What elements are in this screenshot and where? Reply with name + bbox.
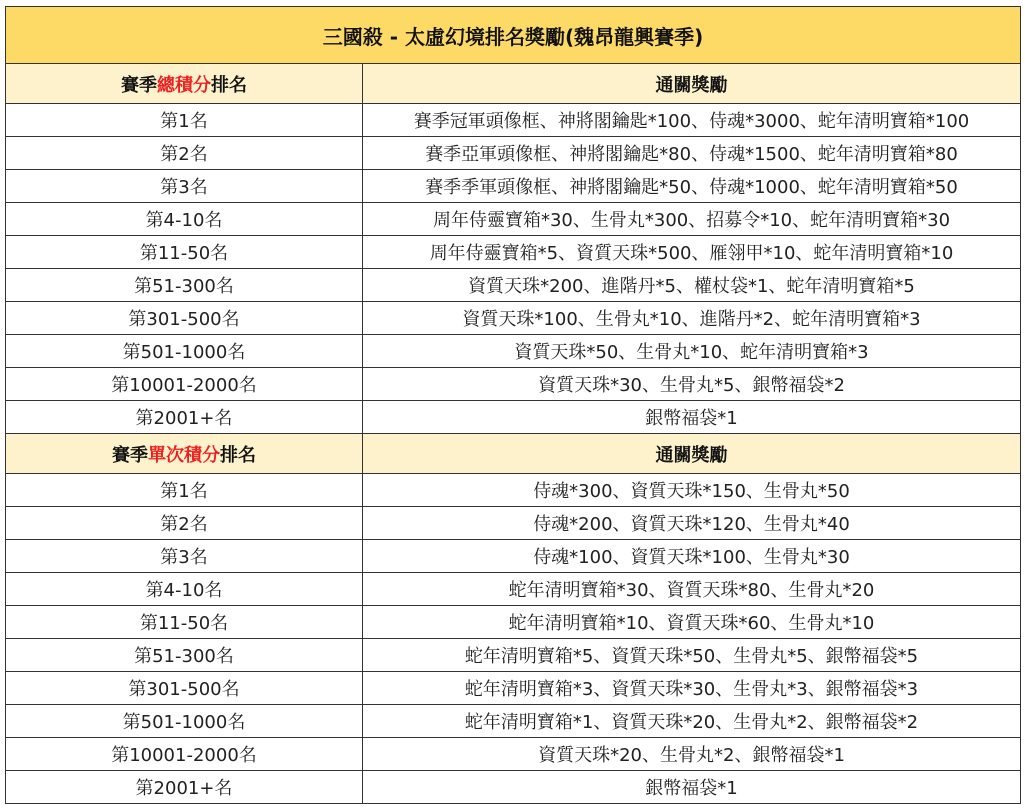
table-row [6, 474, 1021, 507]
table-row [6, 705, 1021, 738]
table-row [6, 302, 1021, 335]
table-row [6, 738, 1021, 771]
reward-cell: 資質天珠*50、生骨丸*10、蛇年清明寶箱*3 [363, 335, 1021, 368]
rank-cell: 第4-10名 [6, 203, 363, 236]
season-ranking-reward-table [5, 6, 1021, 804]
reward-cell: 蛇年清明寶箱*1、資質天珠*20、生骨丸*2、銀幣福袋*2 [363, 705, 1021, 738]
section-header-row [6, 64, 1021, 104]
reward-column-header: 通關獎勵 [363, 434, 1021, 474]
rank-cell: 第1名 [6, 474, 363, 507]
reward-cell: 周年侍靈寶箱*5、資質天珠*500、雁翎甲*10、蛇年清明寶箱*10 [363, 236, 1021, 269]
table-row [6, 507, 1021, 540]
table-row [6, 368, 1021, 401]
reward-cell: 侍魂*100、資質天珠*100、生骨丸*30 [363, 540, 1021, 573]
rank-header-suffix: 排名 [211, 74, 247, 96]
rank-cell: 第1名 [6, 104, 363, 137]
rank-cell: 第2名 [6, 507, 363, 540]
reward-cell: 銀幣福袋*1 [363, 401, 1021, 434]
reward-cell: 銀幣福袋*1 [363, 771, 1021, 804]
reward-cell: 資質天珠*100、生骨丸*10、進階丹*2、蛇年清明寶箱*3 [363, 302, 1021, 335]
rank-cell: 第3名 [6, 540, 363, 573]
rank-column-header [6, 434, 363, 474]
reward-cell: 資質天珠*30、生骨丸*5、銀幣福袋*2 [363, 368, 1021, 401]
table-title: 三國殺 - 太虛幻境排名獎勵(魏昂龍興賽季) [6, 7, 1021, 64]
rank-cell: 第501-1000名 [6, 335, 363, 368]
rank-header-prefix: 賽季 [121, 74, 157, 96]
rank-cell: 第51-300名 [6, 269, 363, 302]
table-title-row [6, 7, 1021, 64]
table-row [6, 401, 1021, 434]
rank-cell: 第301-500名 [6, 672, 363, 705]
table-row [6, 639, 1021, 672]
table-row [6, 236, 1021, 269]
rank-cell: 第51-300名 [6, 639, 363, 672]
reward-table-container [5, 6, 1020, 804]
reward-cell: 蛇年清明寶箱*30、資質天珠*80、生骨丸*20 [363, 573, 1021, 606]
table-row [6, 269, 1021, 302]
rank-cell: 第11-50名 [6, 606, 363, 639]
rank-cell: 第3名 [6, 170, 363, 203]
table-row [6, 170, 1021, 203]
rank-cell: 第501-1000名 [6, 705, 363, 738]
rank-cell: 第2001+名 [6, 401, 363, 434]
rank-cell: 第2001+名 [6, 771, 363, 804]
reward-cell: 侍魂*200、資質天珠*120、生骨丸*40 [363, 507, 1021, 540]
table-row [6, 137, 1021, 170]
rank-cell: 第4-10名 [6, 573, 363, 606]
table-row [6, 771, 1021, 804]
reward-cell: 蛇年清明寶箱*3、資質天珠*30、生骨丸*3、銀幣福袋*3 [363, 672, 1021, 705]
table-row [6, 335, 1021, 368]
reward-cell: 賽季冠軍頭像框、神將閣鑰匙*100、侍魂*3000、蛇年清明寶箱*100 [363, 104, 1021, 137]
section-header-row [6, 434, 1021, 474]
table-row [6, 606, 1021, 639]
table-row [6, 573, 1021, 606]
reward-cell: 資質天珠*200、進階丹*5、權杖袋*1、蛇年清明寶箱*5 [363, 269, 1021, 302]
rank-cell: 第10001-2000名 [6, 368, 363, 401]
table-row [6, 203, 1021, 236]
rank-cell: 第301-500名 [6, 302, 363, 335]
rank-cell: 第2名 [6, 137, 363, 170]
rank-header-prefix: 賽季 [112, 444, 148, 466]
reward-cell: 賽季亞軍頭像框、神將閣鑰匙*80、侍魂*1500、蛇年清明寶箱*80 [363, 137, 1021, 170]
rank-cell: 第11-50名 [6, 236, 363, 269]
reward-cell: 蛇年清明寶箱*10、資質天珠*60、生骨丸*10 [363, 606, 1021, 639]
reward-cell: 資質天珠*20、生骨丸*2、銀幣福袋*1 [363, 738, 1021, 771]
reward-cell: 賽季季軍頭像框、神將閣鑰匙*50、侍魂*1000、蛇年清明寶箱*50 [363, 170, 1021, 203]
table-row [6, 540, 1021, 573]
rank-column-header [6, 64, 363, 104]
table-row [6, 672, 1021, 705]
rank-header-highlight: 單次積分 [148, 444, 220, 466]
table-row [6, 104, 1021, 137]
rank-cell: 第10001-2000名 [6, 738, 363, 771]
rank-header-highlight: 總積分 [157, 74, 211, 96]
reward-cell: 蛇年清明寶箱*5、資質天珠*50、生骨丸*5、銀幣福袋*5 [363, 639, 1021, 672]
reward-column-header: 通關獎勵 [363, 64, 1021, 104]
reward-cell: 周年侍靈寶箱*30、生骨丸*300、招募令*10、蛇年清明寶箱*30 [363, 203, 1021, 236]
rank-header-suffix: 排名 [220, 444, 256, 466]
reward-cell: 侍魂*300、資質天珠*150、生骨丸*50 [363, 474, 1021, 507]
